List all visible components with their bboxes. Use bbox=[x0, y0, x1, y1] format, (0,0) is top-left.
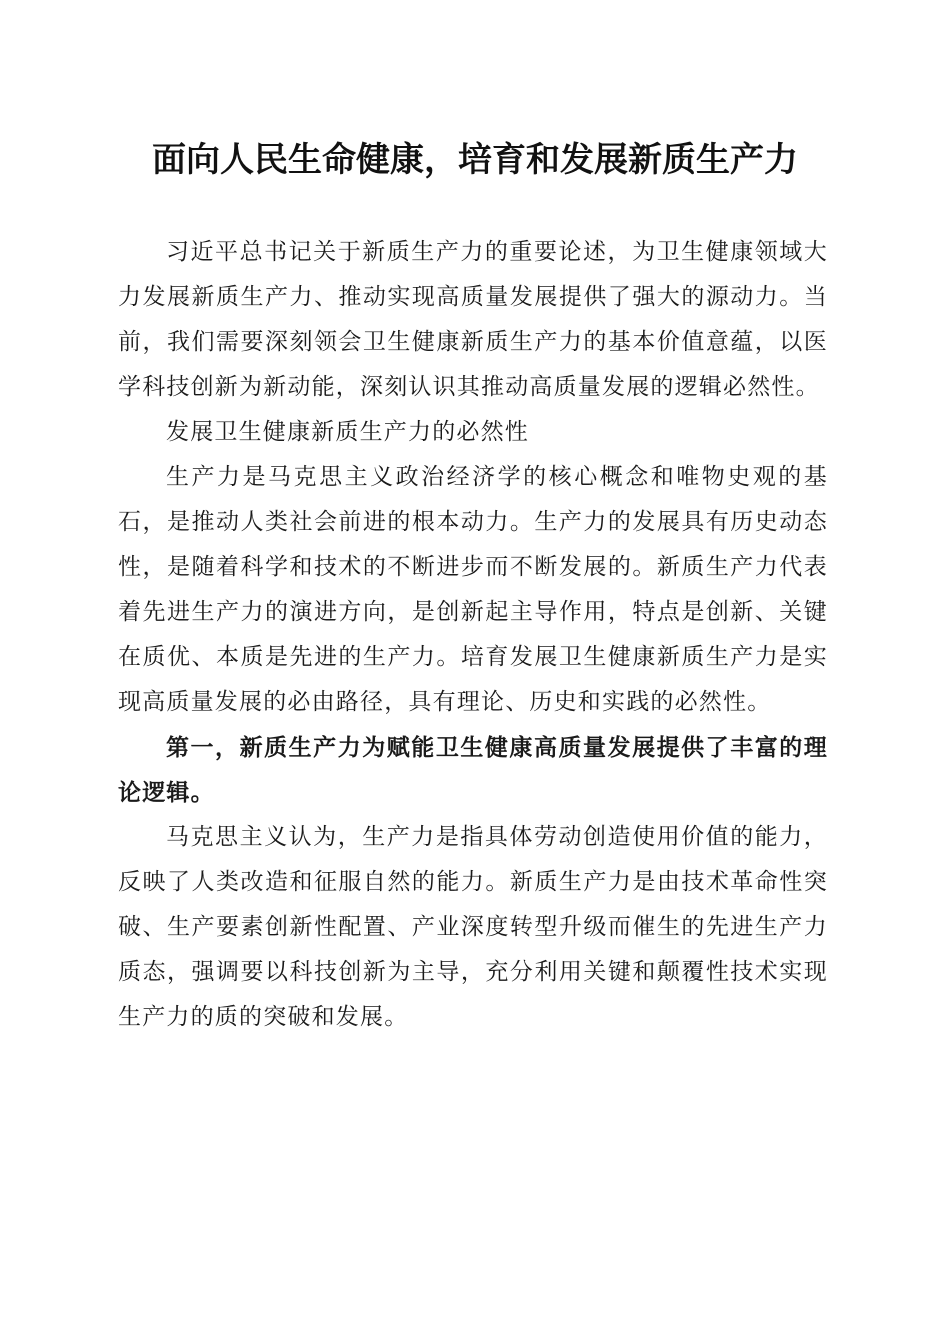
document-title: 面向人民生命健康，培育和发展新质生产力 bbox=[152, 140, 798, 180]
intro-paragraph: 习近平总书记关于新质生产力的重要论述，为卫生健康领域大力发展新质生产力、推动实现高质量发展提供了强大的源动力。当前，我们需要深刻领会卫生健康新质生产力的基本价值意蕴，以医学科技创新为新动能，深刻认识其推动高质量发展的逻辑必然性。 bbox=[118, 239, 828, 400]
bold-point-heading: 第一，新质生产力为赋能卫生健康高质量发展提供了丰富的理论逻辑。 bbox=[118, 734, 828, 806]
body-paragraph: 生产力是马克思主义政治经济学的核心概念和唯物史观的基石，是推动人类社会前进的根本动力。生产力的发展具有历史动态性，是随着科学和技术的不断进步而不断发展的。新质生产力代表着先进生产力的演进方向，是创新起主导作用，特点是创新、关键在质优、本质是先进的生产力。培育发展卫生健康新质生产力是实现高质量发展的必由路径，具有理论、历史和实践的必然性。 bbox=[118, 464, 828, 715]
body-paragraph: 马克思主义认为，生产力是指具体劳动创造使用价值的能力，反映了人类改造和征服自然的能力。新质生产力是由技术革命性突破、生产要素创新性配置、产业深度转型升级而催生的先进生产力质态，强调要以科技创新为主导，充分利用关键和颠覆性技术实现生产力的质的突破和发展。 bbox=[118, 824, 828, 1030]
document-body bbox=[118, 230, 828, 1040]
section-heading: 发展卫生健康新质生产力的必然性 bbox=[166, 419, 529, 445]
